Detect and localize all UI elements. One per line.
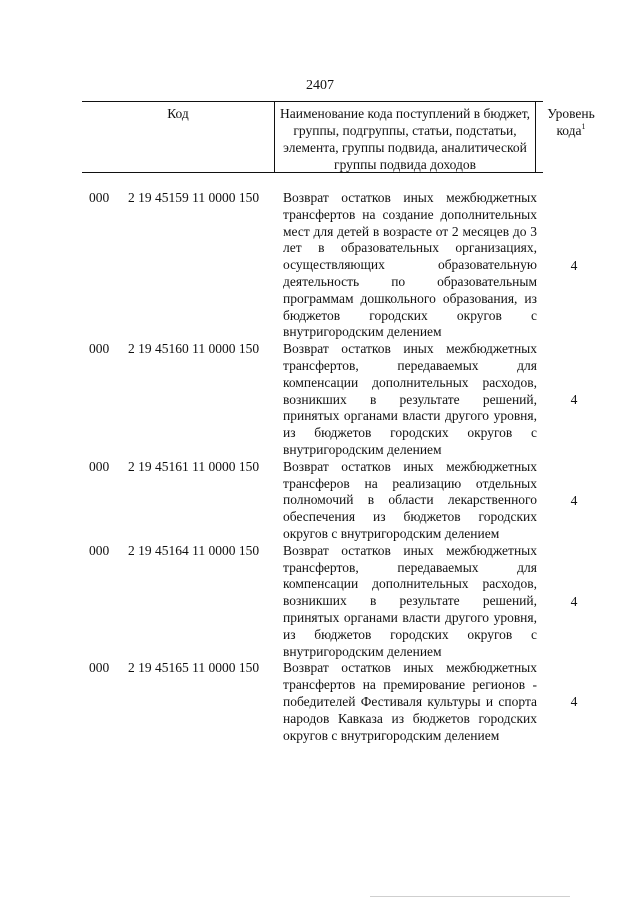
revenue-name: Возврат остатков иных межбюджетных трансфертов на создание дополнительных мест для детей в возрасте от 2 месяцев до 3 лет в образовательных организациях, осуществляющих образовательную деятельность по образовательным программам дошкольного образования, из бюджетов городских округов с внутригородским делением: [283, 190, 537, 340]
table-row: [0, 341, 640, 459]
revenue-code: 2 19 45164 11 0000 150: [128, 542, 260, 558]
revenue-name: Возврат остатков иных межбюджетных трансферов на реализацию отдельных полномочий в области лекарственного обеспечения из бюджетов городских округов с внутригородским делением: [283, 458, 537, 541]
revenue-code: 2 19 45165 11 0000 150: [128, 660, 260, 676]
admin-code: 000: [89, 458, 110, 474]
table-row: [0, 190, 640, 341]
header-name: Наименование кода поступлений в бюджет, группы, подгруппы, статьи, подстатьи, элемента, группы подвида, аналитической группы подвида доходов: [279, 106, 530, 172]
admin-code: 000: [89, 660, 110, 676]
revenue-name: Возврат остатков иных межбюджетных трансфертов, передаваемых для компенсации дополнительных расходов, возникших в результате решений, принятых органами власти другого уровня, из бюджетов городских округов с внутригородским делением: [283, 542, 537, 659]
admin-code: 000: [89, 341, 110, 357]
table-header: [82, 101, 595, 173]
table-row: [0, 543, 640, 661]
scan-artifact-line: [370, 896, 570, 897]
revenue-name: Возврат остатков иных межбюджетных трансфертов, передаваемых для компенсации дополнительных расходов, возникших в результате решений, принятых органами власти другого уровня, из бюджетов городских округов с внутригородским делением: [283, 341, 537, 457]
code-level: 4: [570, 593, 578, 609]
revenue-code: 2 19 45161 11 0000 150: [128, 458, 260, 474]
header-level-label: Уровень кода: [547, 106, 595, 138]
revenue-name: Возврат остатков иных межбюджетных трансфертов на премирование регионов - победителей Фестиваля культуры и спорта народов Кавказа из бюджетов городских округов с внутригородским делением: [283, 660, 537, 743]
code-level: 4: [570, 694, 578, 710]
revenue-code: 2 19 45159 11 0000 150: [128, 190, 260, 205]
footnote-marker: 1: [581, 122, 586, 131]
header-level: [536, 105, 606, 139]
revenue-code: 2 19 45160 11 0000 150: [128, 341, 260, 357]
table-row: [0, 459, 640, 543]
code-level: 4: [570, 492, 578, 508]
admin-code: 000: [89, 190, 110, 205]
code-level: 4: [570, 257, 578, 273]
admin-code: 000: [89, 542, 110, 558]
page-number: 2407: [306, 78, 334, 93]
header-code: Код: [167, 106, 189, 121]
table-body: [0, 190, 640, 744]
table-row: [0, 660, 640, 744]
code-level: 4: [570, 391, 578, 407]
